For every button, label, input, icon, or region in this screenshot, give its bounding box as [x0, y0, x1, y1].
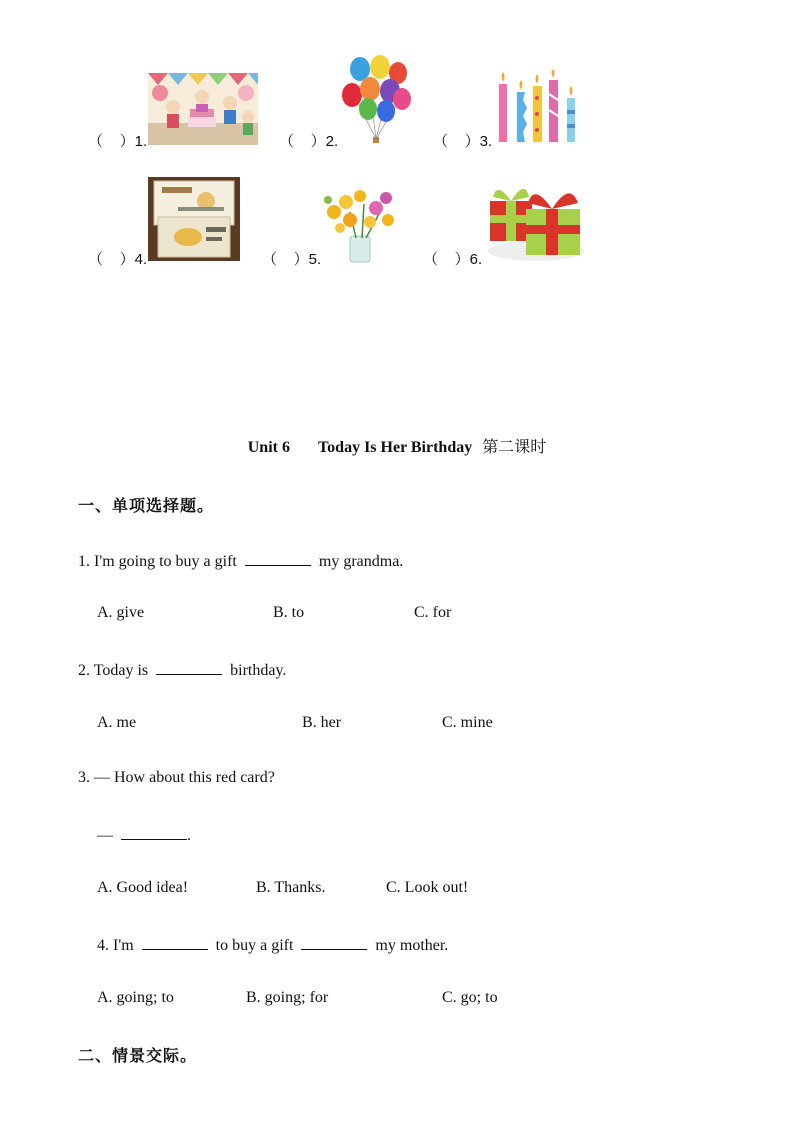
q4-option-c: C. go; to — [442, 989, 498, 1006]
q4-stem-end: my mother. — [375, 937, 449, 954]
q2-stem-start: 2. Today is — [78, 662, 149, 679]
item-4-label: （ ）4. — [88, 251, 148, 268]
q4-stem-start: 4. I'm — [97, 937, 134, 954]
flowers-picture — [320, 182, 400, 264]
lesson-label: 第二课时 — [482, 437, 547, 456]
q4-blank-2 — [301, 934, 367, 950]
unit-name: Today Is Her Birthday — [317, 439, 473, 456]
unit-label: Unit 6 — [247, 439, 290, 456]
item-3-label: （ ）3. — [433, 133, 493, 150]
question-1 — [78, 550, 403, 571]
q1-blank — [245, 550, 311, 566]
q1-stem-end: my grandma. — [318, 553, 404, 570]
question-4 — [97, 934, 448, 955]
q3-period: . — [187, 827, 191, 844]
q3-option-c: C. Look out! — [386, 879, 469, 896]
item-6-label: （ ）6. — [423, 251, 483, 268]
item-2-label: （ ）2. — [279, 133, 339, 150]
balloons-picture — [340, 55, 412, 145]
birthday-party-picture — [148, 73, 258, 145]
section-2-heading: 二、情景交际。 — [78, 1046, 198, 1065]
q2-blank — [156, 659, 222, 675]
q2-stem-end: birthday. — [230, 662, 287, 679]
q4-stem-middle: to buy a gift — [215, 937, 294, 954]
q1-option-a: A. give — [97, 604, 145, 621]
item-1-label: （ ）1. — [88, 133, 148, 150]
question-3: 3. — How about this red card? — [78, 769, 275, 786]
q3-dash: — — [97, 827, 113, 844]
q1-option-c: C. for — [414, 604, 452, 621]
cards-picture — [148, 177, 240, 261]
q3-option-a: A. Good idea! — [97, 879, 189, 896]
q2-option-c: C. mine — [442, 714, 493, 731]
q2-option-a: A. me — [97, 714, 137, 731]
gift-boxes-picture — [486, 175, 586, 263]
question-3-reply — [97, 824, 191, 845]
question-2 — [78, 659, 286, 680]
q4-blank-1 — [142, 934, 208, 950]
q3-option-b: B. Thanks. — [256, 879, 326, 896]
item-5-label: （ ）5. — [262, 251, 322, 268]
q4-option-b: B. going; for — [246, 989, 329, 1006]
q1-stem-start: 1. I'm going to buy a gift — [78, 553, 237, 570]
q3-blank — [121, 824, 187, 840]
candles-picture — [495, 70, 585, 144]
q1-option-b: B. to — [273, 604, 305, 621]
page-title — [0, 434, 794, 457]
q4-option-a: A. going; to — [97, 989, 174, 1006]
q2-option-b: B. her — [302, 714, 342, 731]
section-1-heading: 一、单项选择题。 — [78, 496, 215, 515]
